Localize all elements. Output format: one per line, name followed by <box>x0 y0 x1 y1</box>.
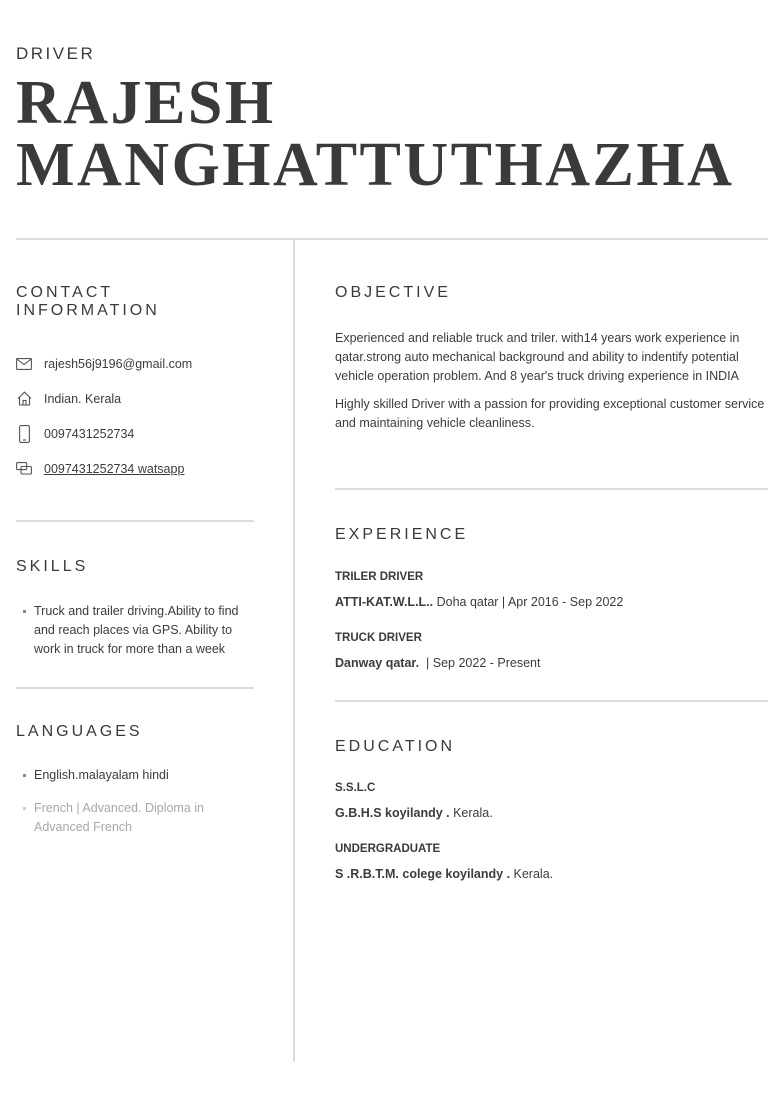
entry-school: G.B.H.S koyilandy . <box>335 806 450 820</box>
contact-title: CONTACT INFORMATION <box>16 284 160 319</box>
list-item: English.malayalam hindi <box>16 766 256 785</box>
list-item: French | Advanced. Diploma in Advanced French <box>16 799 256 837</box>
experience-title: EXPERIENCE <box>335 526 469 543</box>
contact-email <box>16 346 256 381</box>
entry-line <box>335 867 768 881</box>
contact-divider <box>16 520 254 522</box>
entry-role: TRILER DRIVER <box>335 571 424 583</box>
education-title: EDUCATION <box>335 738 456 755</box>
objective-paragraph: Highly skilled Driver with a passion for providing exceptional customer service and maintaining vehicle cleanliness. <box>335 397 765 430</box>
entry-school: S .R.B.T.M. colege koyilandy . <box>335 867 511 881</box>
skills-section <box>16 558 256 659</box>
envelope-icon <box>16 355 32 373</box>
chat-icon <box>16 460 32 478</box>
entry-company: ATTI-KAT.W.L.L.. <box>335 595 434 609</box>
objective-divider <box>335 488 768 490</box>
languages-list <box>16 766 256 837</box>
contact-whatsapp[interactable] <box>16 451 256 486</box>
entry-line <box>335 595 768 609</box>
entry-detail: Doha qatar | Apr 2016 - Sep 2022 <box>433 595 624 609</box>
email-text: rajesh56j9196@gmail.com <box>44 356 193 371</box>
experience-section <box>335 526 768 670</box>
skills-list <box>16 602 256 659</box>
entry-company: Danway qatar. <box>335 656 420 670</box>
contact-address <box>16 381 256 416</box>
entry-role: TRUCK DRIVER <box>335 632 422 644</box>
phone-icon <box>16 425 32 443</box>
right-column <box>335 284 768 881</box>
column-divider <box>293 240 295 1062</box>
contact-section <box>16 284 256 486</box>
list-item: Truck and trailer driving.Ability to find and reach places via GPS. Ability to work in truck for more than a week <box>16 602 256 659</box>
contact-phone <box>16 416 256 451</box>
address-text: Indian. Kerala <box>44 391 122 406</box>
education-entry <box>335 843 768 881</box>
languages-section <box>16 723 256 837</box>
name-line-last: MANGHATTUTHAZHA <box>16 131 735 199</box>
entry-degree: S.S.L.C <box>335 782 376 794</box>
entry-detail: | Sep 2022 - Present <box>419 656 541 670</box>
objective-paragraph: Experienced and reliable truck and triler. with14 years work experience in qatar.strong auto mechanical background and ability to indentify potential vehicle operation problem. And 8 year's truck driving experience in INDIA <box>335 331 740 383</box>
entry-detail: Kerala. <box>510 867 554 881</box>
languages-title: LANGUAGES <box>16 723 143 740</box>
experience-entry <box>335 632 768 670</box>
home-icon <box>16 390 32 408</box>
skills-divider <box>16 687 254 689</box>
objective-section <box>335 284 768 433</box>
whatsapp-link[interactable]: 0097431252734 watsapp <box>44 461 185 476</box>
contact-list <box>16 346 256 486</box>
experience-entry <box>335 571 768 609</box>
name-line-first: RAJESH <box>16 69 276 137</box>
job-title: DRIVER <box>16 44 96 63</box>
resume-header <box>16 44 768 199</box>
full-name <box>16 69 768 199</box>
phone-text: 0097431252734 <box>44 426 135 441</box>
left-column <box>16 284 256 837</box>
skills-title: SKILLS <box>16 558 89 575</box>
entry-degree: UNDERGRADUATE <box>335 843 441 855</box>
objective-title: OBJECTIVE <box>335 284 451 301</box>
header-divider <box>16 238 768 240</box>
entry-detail: Kerala. <box>449 806 493 820</box>
experience-divider <box>335 700 768 702</box>
education-section <box>335 738 768 881</box>
entry-line <box>335 656 768 670</box>
entry-line <box>335 806 768 820</box>
education-entry <box>335 782 768 820</box>
